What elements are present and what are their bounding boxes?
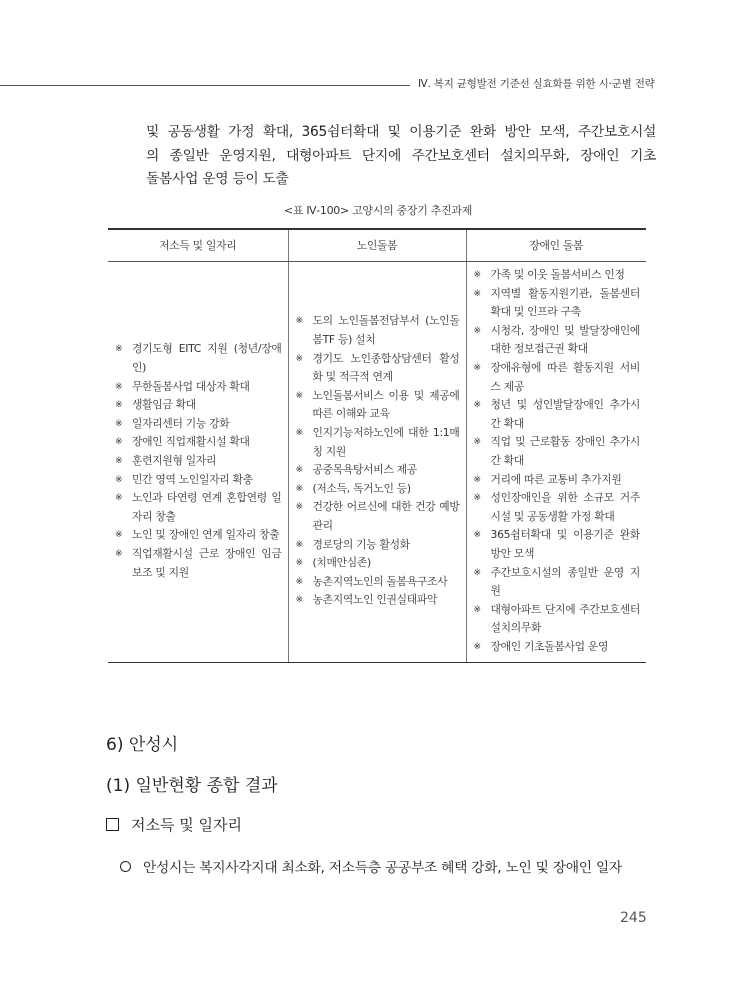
square-heading-text: 저소득 및 일자리	[131, 816, 242, 834]
subsection-title: (1) 일반현황 종합 결과	[106, 776, 278, 796]
list-item: ※ 도의 노인돌봄전담부서 (노인돌봄TF 등) 설치	[295, 312, 460, 349]
list-item: ※ 경기도형 EITC 지원 (청년/장애인)	[114, 340, 282, 377]
circle-bullet-icon	[120, 861, 131, 872]
table-cell	[466, 262, 646, 663]
list-item: ※ 공중목욕탕서비스 제공	[295, 461, 460, 480]
list-item: ※ 인지기능저하노인에 대한 1:1매칭 지원	[295, 424, 460, 461]
list-item: ※ 가족 및 이웃 돌봄서비스 인정	[473, 266, 641, 285]
list-item: ※ 경기도 노인종합상담센터 활성화 및 적극적 연계	[295, 350, 460, 387]
strategy-table	[108, 228, 646, 663]
table-cell	[288, 262, 466, 663]
intro-line: 의 종일반 운영지원, 대형아파트 단지에 주간보호센터 설치의무화, 장애인 기초	[146, 147, 656, 164]
section-title: 6) 안성시	[106, 735, 179, 755]
list-item: ※ 무한돌봄사업 대상자 확대	[114, 378, 282, 397]
list-item: ※ 청년 및 성인발달장애인 추가시간 확대	[473, 396, 641, 433]
circle-paragraph-text: 안성시는 복지사각지대 최소화, 저소득층 공공부조 혜택 강화, 노인 및 장애인 일자	[143, 860, 622, 876]
column-header-elderly-care: 노인돌봄	[288, 229, 466, 262]
list-item: ※ 시청각, 장애인 및 발달장애인에 대한 정보접근권 확대	[473, 322, 641, 359]
intro-paragraph	[146, 121, 656, 192]
list-item: ※ 직업재활시설 근로 장애인 임금보조 및 지원	[114, 545, 282, 582]
list-item: ※ 365쉼터확대 및 이용기준 완화 방안 모색	[473, 526, 641, 563]
list-item: ※ 직업 및 근로활동 장애인 추가시간 확대	[473, 433, 641, 470]
intro-line: 돌봄사업 운영 등이 도출	[146, 171, 289, 187]
list-item: ※ 성인장애인을 위한 소규모 거주시설 및 공동생활 가정 확대	[473, 489, 641, 526]
square-heading	[106, 814, 242, 835]
list-item: ※ 농촌지역노인의 돌봄욕구조사	[295, 573, 460, 592]
intro-line: 및 공동생활 가정 확대, 365쉼터확대 및 이용기준 완화 방안 모색, 주간보호시설	[146, 124, 656, 140]
table-cell	[108, 262, 288, 663]
table-row	[108, 262, 646, 663]
list-item: ※ 민간 영역 노인일자리 확충	[114, 471, 282, 490]
list-item: ※ 일자리센터 기능 강화	[114, 415, 282, 434]
list-item: ※ 농촌지역노인 인권실태파악	[295, 591, 460, 610]
list-item: ※ (저소득, 독거노인 등)	[295, 480, 460, 499]
page-number: 245	[620, 910, 647, 926]
running-header: Ⅳ. 복지 균형발전 기준선 실효화를 위한 시·군별 전략	[418, 78, 655, 90]
list-item: ※ 장애인 직업재활시설 확대	[114, 433, 282, 452]
list-item: ※ 경로당의 기능 활성화	[295, 536, 460, 555]
list-item: ※ 훈련지원형 일자리	[114, 452, 282, 471]
list-item: ※ 지역별 활동지원기관, 돌봄센터 확대 및 인프라 구축	[473, 285, 641, 322]
table-caption: <표 Ⅳ-100> 고양시의 중장기 추진과제	[283, 204, 473, 217]
column-header-low-income: 저소득 및 일자리	[108, 229, 288, 262]
circle-bullet-paragraph	[120, 856, 622, 876]
list-item: ※ 노인돌봄서비스 이용 및 제공에 따른 이해와 교육	[295, 387, 460, 424]
list-item: ※ (치매안심존)	[295, 554, 460, 573]
list-item: ※ 생활임금 확대	[114, 396, 282, 415]
header-rule	[0, 85, 410, 86]
list-item: ※ 거리에 따른 교통비 추가지원	[473, 471, 641, 490]
square-bullet-icon	[106, 818, 119, 831]
list-item: ※ 장애인 기초돌봄사업 운영	[473, 638, 641, 657]
list-item: ※ 노인 및 장애인 연계 일자리 창출	[114, 526, 282, 545]
list-item: ※ 노인과 타연령 연계 혼합연령 일자리 창출	[114, 489, 282, 526]
list-item: ※ 장애유형에 따른 활동지원 서비스 제공	[473, 359, 641, 396]
column-header-disability-care: 장애인 돌봄	[466, 229, 646, 262]
list-item: ※ 주간보호시설의 종일반 운영 지원	[473, 564, 641, 601]
list-item: ※ 대형아파트 단지에 주간보호센터 설치의무화	[473, 601, 641, 638]
list-item: ※ 건강한 어르신에 대한 건강 예방관리	[295, 498, 460, 535]
